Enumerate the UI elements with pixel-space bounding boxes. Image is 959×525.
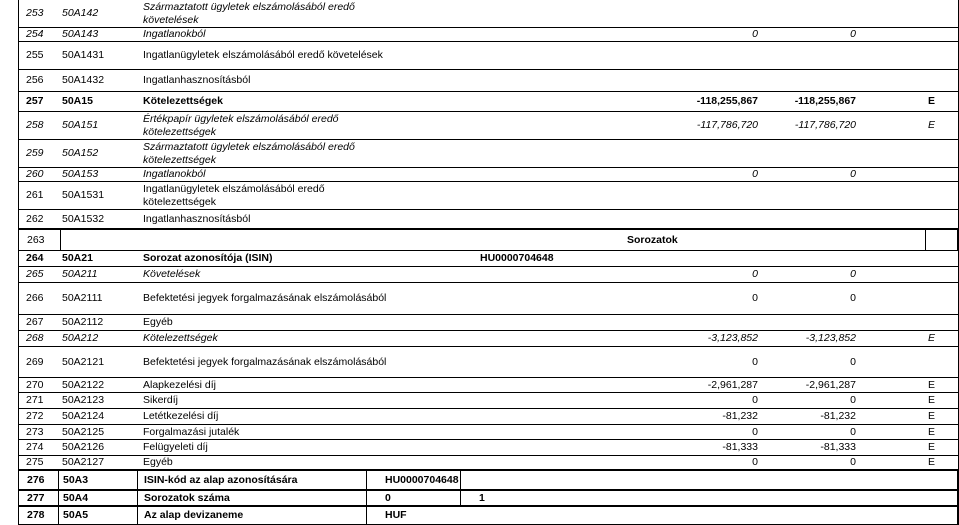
row-code: 50A2111 [62,292,103,304]
row-description: Az alap devizaneme [144,509,244,521]
row-description: Kötelezettségek [143,95,223,107]
row-description: Ingatlanügyletek elszámolásából eredő kötelezettségek [143,182,325,208]
table-row [18,470,958,490]
row-number: 277 [27,491,45,504]
grid-line [137,470,138,525]
value-2: 0 [850,355,856,368]
row-code: 50A1531 [62,189,105,201]
row-number: 267 [26,316,44,328]
value-1: 0 [752,168,758,180]
value-2: 0 [850,425,856,438]
row-number: 263 [27,233,45,246]
value-1: 0 [752,425,758,438]
row-code [63,230,143,250]
value-1: 0 [752,268,758,280]
value-2: 0 [850,292,856,304]
series-count-b: 1 [479,491,485,504]
value-1: 0 [752,394,758,406]
value-2: -3,123,852 [805,332,856,344]
isin-fund-value: HU0000704648 [385,473,459,486]
row-code: 50A143 [62,28,99,40]
value-2: 0 [850,394,856,406]
row-description: Értékpapír ügyletek elszámolásából eredő kötelezettségek [143,112,339,138]
value-2: 0 [850,28,856,40]
value-2: -2,961,287 [805,378,856,391]
row-description: Alapkezelési díj [143,378,216,391]
row-description: Ingatlanhasznosításból [143,74,251,86]
row-description: Követelések [143,268,201,280]
value-1: -2,961,287 [707,378,758,391]
row-description [144,230,394,250]
table-row [18,409,958,425]
row-number: 260 [26,168,44,180]
row-code: 50A21 [62,252,93,264]
series-count-a: 0 [385,491,391,504]
row-number: 262 [26,212,44,225]
table-row [18,267,958,283]
table-row [18,393,958,409]
row-description: Származtatott ügyletek elszámolásából eredő kötelezettségek [143,140,355,166]
row-description: Ingatlanokból [143,168,206,180]
row-number: 278 [27,509,45,521]
row-code: 50A1431 [62,49,105,61]
row-flag: E [928,425,936,438]
grid-line [60,229,61,251]
row-code: 50A1532 [62,212,105,225]
row-number: 275 [26,456,44,468]
table-row [18,182,958,210]
value-1: -117,786,720 [696,119,758,131]
table-row [18,210,958,229]
value-1: 0 [752,456,758,468]
row-number: 271 [26,394,44,406]
grid-line [460,470,461,506]
row-number: 268 [26,332,44,344]
row-description: Befektetési jegyek forgalmazásának elszámolásából [143,292,387,304]
row-code: 50A152 [62,147,99,159]
table-row [18,0,958,28]
value-1: -81,232 [722,410,758,422]
row-code: 50A1432 [62,74,105,86]
row-number: 258 [26,119,44,131]
row-flag: E [928,441,936,453]
row-code: 50A15 [62,95,93,107]
section-header: Sorozatok [627,233,678,246]
row-description: Kötelezettségek [143,332,218,344]
table-row [18,490,958,506]
isin-series-value: HU0000704648 [480,252,554,264]
grid-line [18,0,19,525]
row-code: 50A2125 [62,425,105,438]
row-number: 274 [26,441,44,453]
table-row [18,347,958,378]
value-1: -3,123,852 [707,332,758,344]
row-description: Felügyeleti díj [143,441,208,453]
table-row [18,70,958,92]
grid-line [366,470,367,525]
table-row [18,331,958,347]
row-number: 264 [26,252,44,264]
row-description: Letétkezelési díj [143,410,219,422]
value-2: -117,786,720 [794,119,856,131]
table-row [18,229,958,251]
row-description: ISIN-kód az alap azonosítására [144,473,298,486]
row-number: 269 [26,355,44,368]
row-number: 255 [26,49,44,61]
row-code: 50A153 [62,168,99,180]
grid-line [925,229,926,251]
row-code: 50A151 [62,119,99,131]
row-description: Egyéb [143,456,173,468]
row-code: 50A3 [63,473,89,486]
row-description: Befektetési jegyek forgalmazásának elszámolásából [143,355,387,368]
table-row [18,112,958,140]
row-flag: E [928,410,936,422]
table-row [18,283,958,315]
value-2: 0 [850,456,856,468]
table-row [18,425,958,440]
row-description: Származtatott ügyletek elszámolásából eredő követelések [143,0,355,26]
row-number: 253 [26,7,44,19]
row-description: Ingatlanokból [143,28,206,40]
row-number: 254 [26,28,44,40]
row-number: 266 [26,292,44,304]
row-flag: E [928,394,936,406]
table-row [18,456,958,470]
table-row [18,506,958,525]
row-number: 261 [26,189,44,201]
row-code: 50A2123 [62,394,105,406]
row-flag: E [928,119,936,131]
row-description: Forgalmazási jutalék [143,425,240,438]
row-flag: E [928,456,936,468]
row-code: 50A2126 [62,441,105,453]
row-number: 276 [27,473,45,486]
row-code: 50A212 [62,332,99,344]
row-code: 50A2121 [62,355,105,368]
row-number: 265 [26,268,44,280]
table-row [18,440,958,456]
value-1: 0 [752,28,758,40]
row-code: 50A2127 [62,456,105,468]
row-number: 270 [26,378,44,391]
value-2: 0 [850,268,856,280]
row-flag: E [928,332,936,344]
value-1: 0 [752,292,758,304]
row-code: 50A211 [62,268,98,280]
value-1: 0 [752,355,758,368]
value-2: -81,232 [820,410,856,422]
currency-value: HUF [385,509,407,521]
table-row [18,42,958,70]
grid-line [58,470,59,525]
row-description: Sorozat azonosítója (ISIN) [143,252,273,264]
row-description: Ingatlanügyletek elszámolásából eredő követelések [143,49,383,61]
value-2: 0 [850,168,856,180]
table-row [18,28,958,42]
row-code: 50A5 [63,509,89,521]
row-code: 50A2112 [62,316,104,328]
row-code: 50A4 [63,491,89,504]
row-number: 256 [26,74,44,86]
row-flag: E [928,95,936,107]
table-row [18,168,958,182]
row-description: Sorozatok száma [144,491,230,504]
table-row [18,378,958,393]
table-row [18,315,958,331]
row-code: 50A142 [62,7,99,19]
row-number: 257 [26,95,44,107]
row-flag: E [928,378,936,391]
row-code: 50A2122 [62,378,105,391]
value-2: -81,333 [820,441,856,453]
value-1: -81,333 [722,441,758,453]
row-number: 273 [26,425,44,438]
row-description: Sikerdíj [143,394,179,406]
table-row [18,140,958,168]
table-row [18,251,958,267]
row-description: Egyéb [143,316,173,328]
row-description: Ingatlanhasznosításból [143,212,251,225]
value-1: -118,255,867 [696,95,758,107]
table-row [18,92,958,112]
row-number: 259 [26,147,44,159]
row-code: 50A2124 [62,410,105,422]
value-2: -118,255,867 [794,95,856,107]
row-number: 272 [26,410,44,422]
